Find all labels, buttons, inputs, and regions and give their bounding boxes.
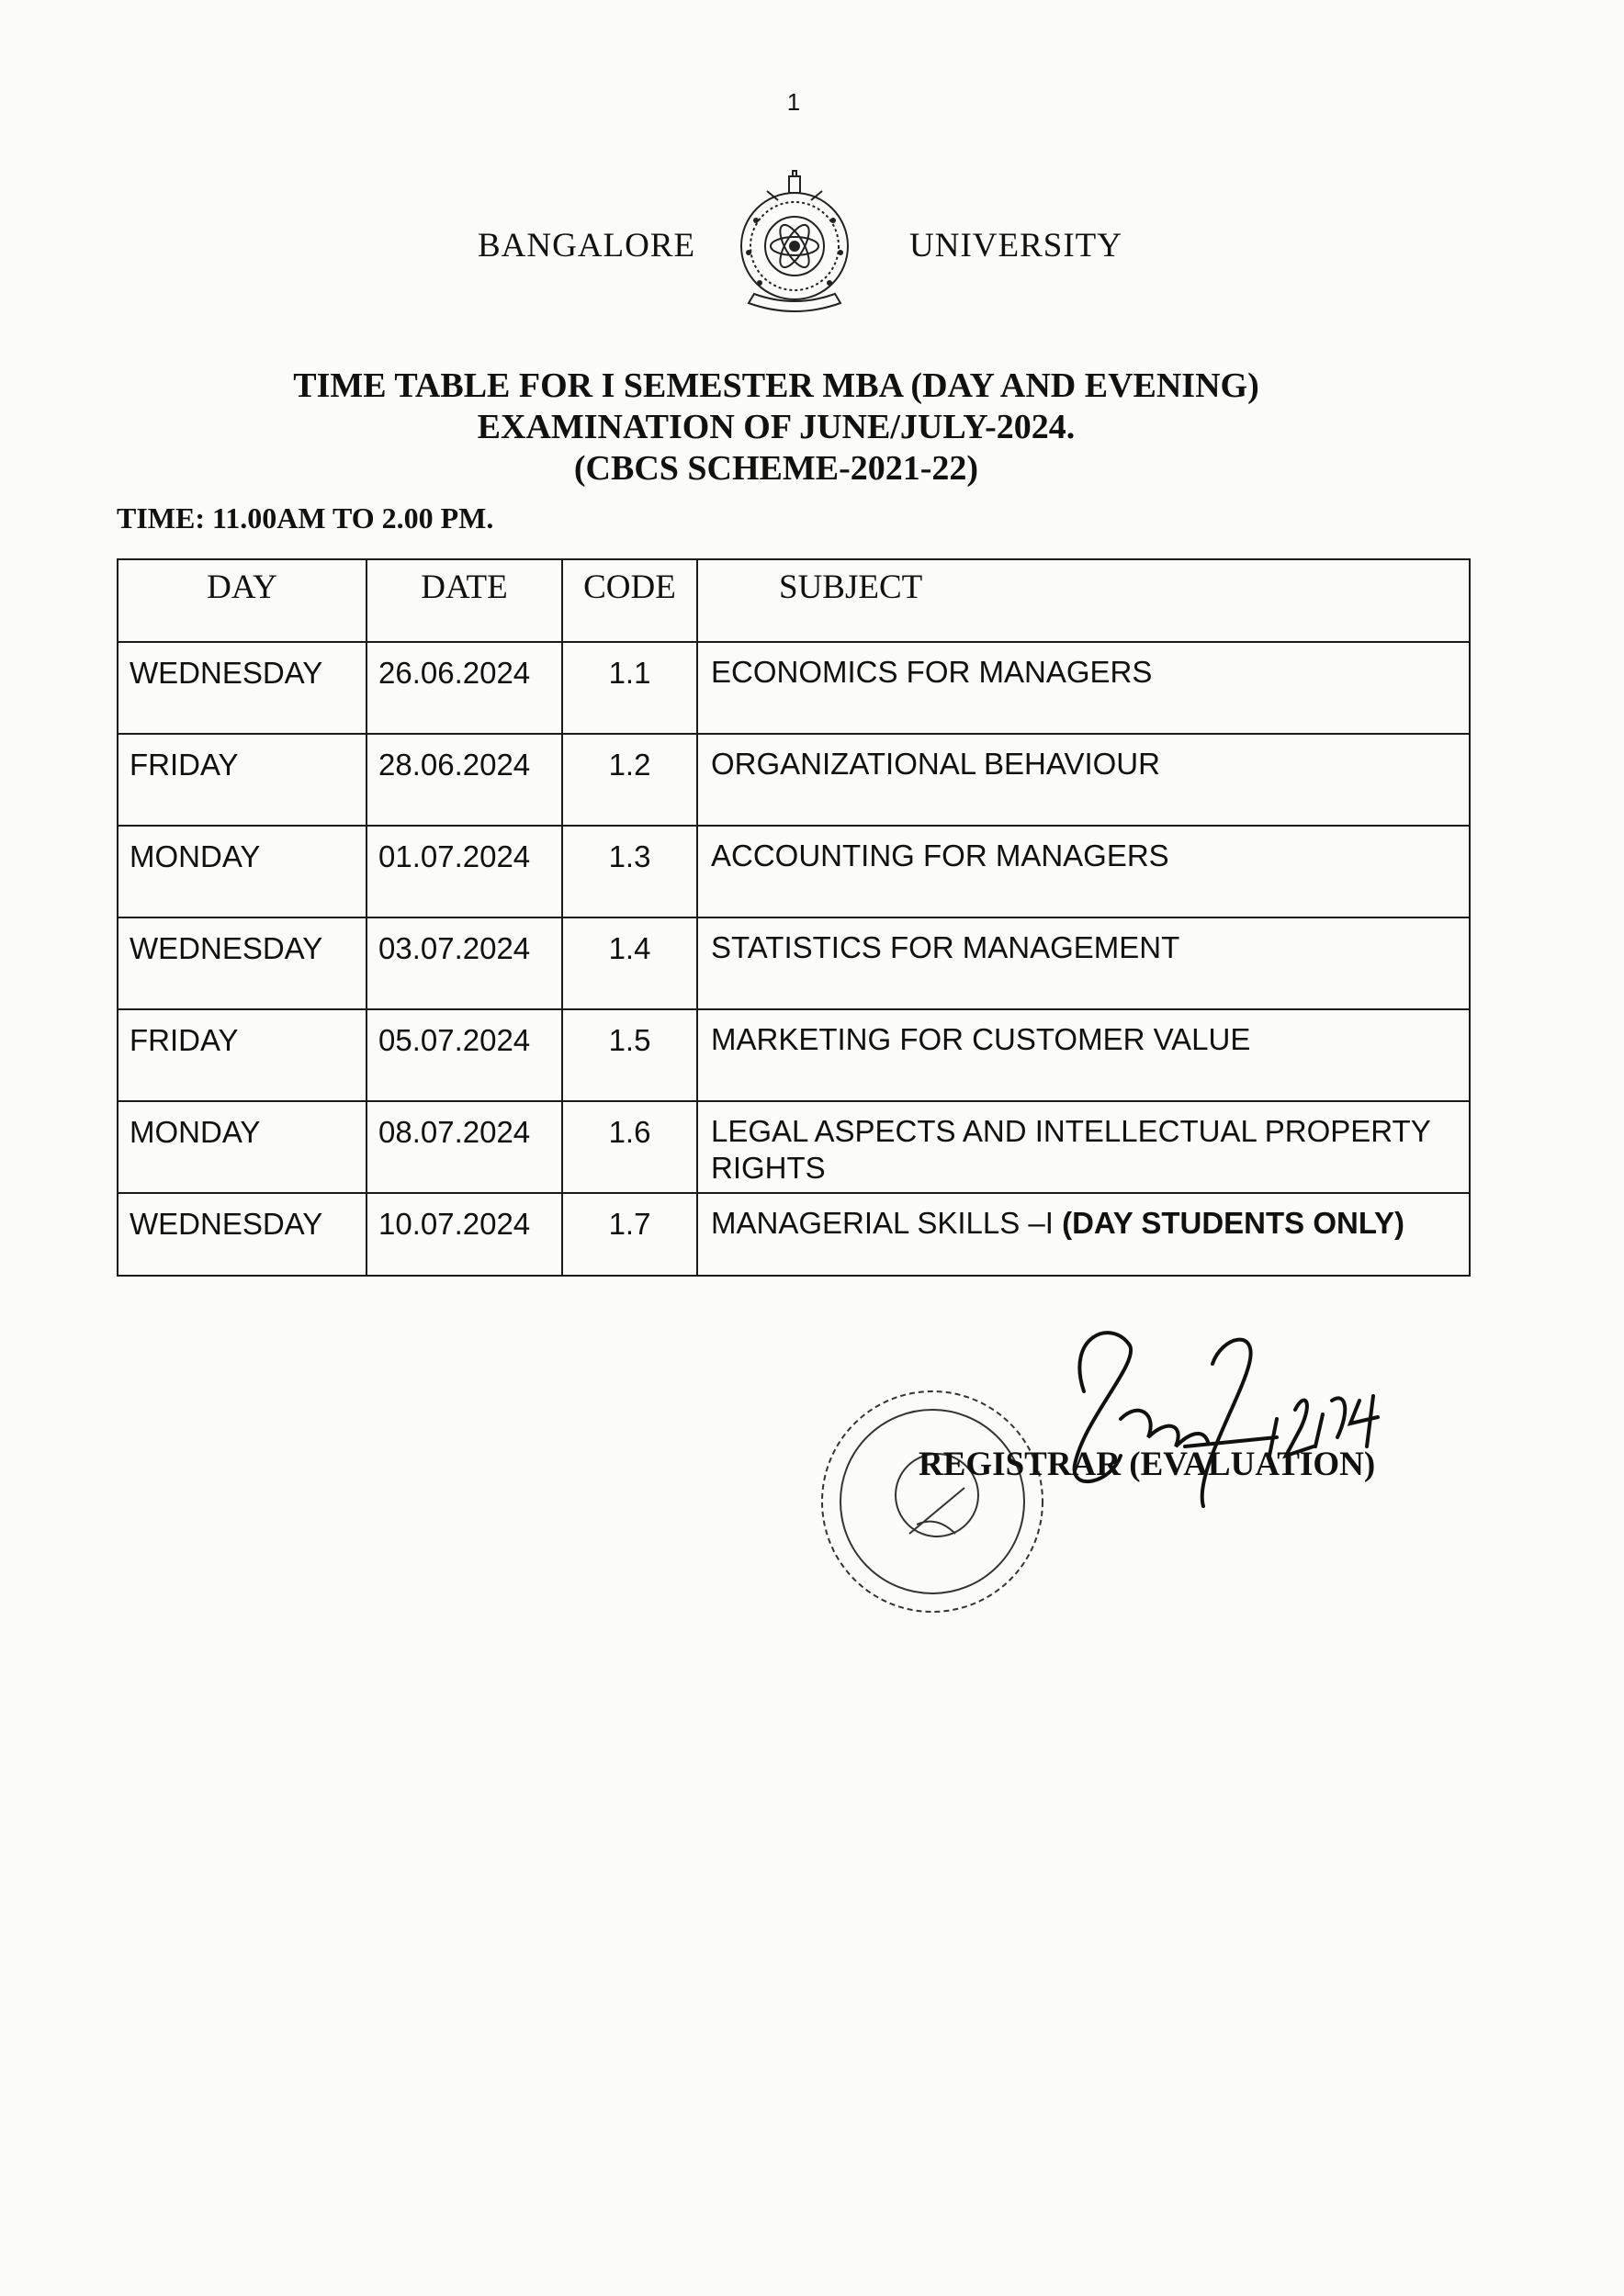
cell-day: WEDNESDAY: [118, 1193, 367, 1276]
registrar-signature-icon: [1029, 1309, 1433, 1520]
table-row: [118, 734, 1470, 826]
subject-text: MANAGERIAL SKILLS –I: [711, 1206, 1054, 1240]
cell-subject: ACCOUNTING FOR MANAGERS: [697, 826, 1470, 917]
cell-code: 1.3: [562, 826, 697, 917]
cell-subject: STATISTICS FOR MANAGEMENT: [697, 917, 1470, 1009]
header-day: DAY: [118, 559, 367, 642]
header-code: CODE: [562, 559, 697, 642]
table-row: [118, 1009, 1470, 1101]
cell-day: WEDNESDAY: [118, 642, 367, 734]
cell-date: 08.07.2024: [367, 1101, 562, 1193]
page-number: 1: [786, 88, 801, 116]
table-row: [118, 1193, 1470, 1276]
cell-day: WEDNESDAY: [118, 917, 367, 1009]
exam-time: TIME: 11.00AM TO 2.00 PM.: [117, 501, 494, 535]
header-date: DATE: [367, 559, 562, 642]
timetable: [117, 558, 1471, 1277]
cell-code: 1.2: [562, 734, 697, 826]
table-row: [118, 917, 1470, 1009]
cell-subject: MARKETING FOR CUSTOMER VALUE: [697, 1009, 1470, 1101]
cell-code: 1.1: [562, 642, 697, 734]
cell-date: 28.06.2024: [367, 734, 562, 826]
cell-subject: ECONOMICS FOR MANAGERS: [697, 642, 1470, 734]
cell-date: 26.06.2024: [367, 642, 562, 734]
university-emblem-icon: [712, 165, 877, 326]
table-row: [118, 826, 1470, 917]
cell-subject: LEGAL ASPECTS AND INTELLECTUAL PROPERTY RIGHTS: [697, 1101, 1470, 1193]
cell-subject: ORGANIZATIONAL BEHAVIOUR: [697, 734, 1470, 826]
registrar-stamp-icon: [808, 1378, 1056, 1626]
cell-code: 1.4: [562, 917, 697, 1009]
cell-code: 1.7: [562, 1193, 697, 1276]
cell-day: FRIDAY: [118, 1009, 367, 1101]
cell-subject: [697, 1193, 1470, 1276]
university-name-left: BANGALORE: [478, 227, 696, 264]
title-line-1: TIME TABLE FOR I SEMESTER MBA (DAY AND EVENING): [293, 366, 1259, 405]
document-title: [165, 366, 1387, 490]
cell-code: 1.5: [562, 1009, 697, 1101]
cell-date: 03.07.2024: [367, 917, 562, 1009]
cell-day: MONDAY: [118, 1101, 367, 1193]
subject-note: (DAY STUDENTS ONLY): [1062, 1206, 1404, 1240]
table-header-row: [118, 559, 1470, 642]
cell-date: 10.07.2024: [367, 1193, 562, 1276]
header-subject: SUBJECT: [697, 559, 1470, 642]
registrar-title: REGISTRAR (EVALUATION): [919, 1446, 1376, 1483]
cell-date: 05.07.2024: [367, 1009, 562, 1101]
title-line-3: (CBCS SCHEME-2021-22): [573, 449, 979, 488]
table-row: [118, 642, 1470, 734]
cell-day: FRIDAY: [118, 734, 367, 826]
title-line-2: EXAMINATION OF JUNE/JULY-2024.: [477, 408, 1076, 446]
table-row: [118, 1101, 1470, 1193]
university-name-right: UNIVERSITY: [909, 227, 1122, 264]
cell-date: 01.07.2024: [367, 826, 562, 917]
cell-code: 1.6: [562, 1101, 697, 1193]
cell-day: MONDAY: [118, 826, 367, 917]
